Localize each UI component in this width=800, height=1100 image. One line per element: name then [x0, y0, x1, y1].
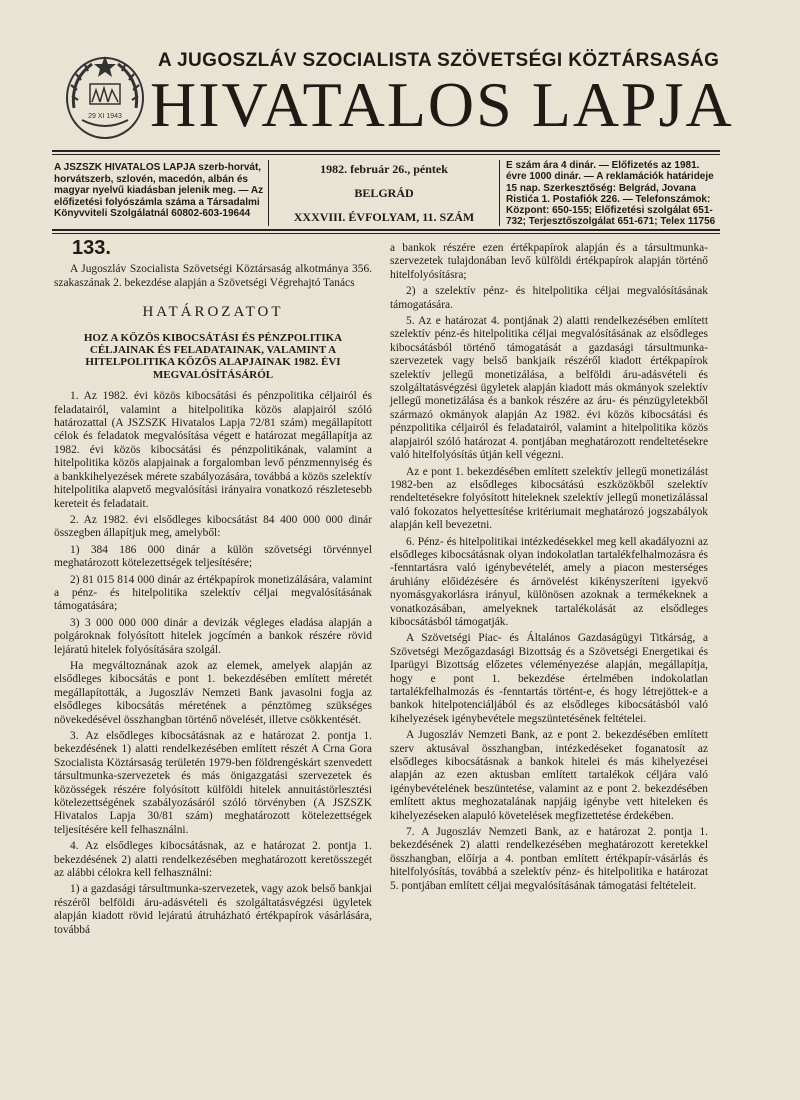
- column-divider: [499, 160, 500, 226]
- article-intro: A Jugoszláv Szocialista Szövetségi Köztársaság alkotmánya 356. szakaszának 2. bekezdése alapján a Szövetségi Végrehajtó Tanács: [54, 263, 372, 289]
- article-number: 133.: [72, 237, 111, 259]
- left-column: [54, 237, 372, 940]
- emblem-date: 29 XI 1943: [88, 113, 122, 120]
- paragraph: 2) 81 015 814 000 dinár az értékpapírok monetizálására, valamint a pénz- és hitelpolitika szelektív céljai megvalósításának támogatására;: [54, 573, 372, 613]
- masthead-rule: [52, 150, 720, 152]
- issue-date: 1982. február 26., péntek: [320, 162, 448, 176]
- publication-info: A JSZSZK HIVATALOS LAPJA szerb-horvát, horvátszerb, szlovén, macedón, albán és magyar nyelvű kiadásban jelenik meg. — Az előfizetési folyószámla száma a Társadalmi Könyvviteli Szolgálatnál 60802-603-19644: [54, 162, 264, 219]
- issue-place: BELGRÁD: [354, 186, 414, 200]
- paragraph: 7. A Jugoszláv Nemzeti Bank, az e határozat 2. pontja 1. bekezdésének 2) alatti rendelkezésében meghatározott keretekkel összhangban, előírja a 4. pontban említett értékpapír-vásárlás és hitelfolyósítás, továbbá a szelektív pénz- és hitelpolitika e határozat 5. pontjában említett céljai megvalósításának támogatási feltételeit.: [390, 826, 708, 892]
- subscription-info: E szám ára 4 dinár. — Előfizetés az 1981. évre 1000 dinár. — A reklamációk határideje 15 nap. Szerkesztőség: Belgrád, Jovana Ristića 1. Postafiók 226. — Telefonszámok: Központ: 650-155; Előfizetési szolgálat 651-732; Terjesztőszolgálat 651-671; Telex 11756: [506, 160, 716, 228]
- header-bottom-rule-thin: [52, 233, 720, 234]
- column-divider: [268, 160, 269, 226]
- article-heading: HATÁROZATOT: [142, 304, 284, 321]
- masthead-title: HIVATALOS LAPJA: [150, 69, 734, 140]
- paragraph: A Szövetségi Piac- és Általános Gazdaságügyi Titkárság, a Szövetségi Mezőgazdasági Bizottság és a Szövetségi Energetikai és Iparügyi Bizottság előzetes véleményezése alapján, megállapítja, hogy e pont 1. bekezdése értelmében indokolatlan tartalékfelhalmozás és -fenntartás történt-e, és hogy létrejöttek-e a bankok hitelpotenciáljából és az elsődleges kibocsátásból való kihelyezések igénybevétele megszüntetésének feltételei.: [390, 632, 708, 725]
- issue-info: [275, 162, 493, 234]
- paragraph: 5. Az e határozat 4. pontjának 2) alatti rendelkezésében említett szelektív pénz-és hitelpolitika céljai megvalósításának az elsődleges kibocsátásból történő támogatását a gazdasági társultmunka-szervezetek vagy belső bankjaik részéről kiadott értékpapírok szelektív jellegű monetizálása, a belföldi áru-adásvételi és szolgáltatásvégzési ügyletek alapján kiadott más okmányok szelektív jellegű monetizálása és a bankok részére az áru- és pénzügyletekből származó okmányok alapján Az 1982. évi közös kibocsátási és pénzpolitika céljairól és feladatairól, valamint a hitelpolitika közös alapjairól szóló határozat 4. pontjában meghatározott rendeltetésekre való hitelfolyósítás útján kell végezni.: [390, 315, 708, 462]
- paragraph: 1) a gazdasági társultmunka-szervezetek, vagy azok belső bankjai részéről belföldi áru-adásvételi és szolgáltatásvégzési ügyletek alapján kiadott rövid lejáratú átruházható értékpapírok vásárlására, továbbá: [54, 883, 372, 936]
- paragraph: 1) 384 186 000 dinár a külön szövetségi törvénnyel meghatározott kötelezettségek teljesítésére;: [54, 543, 372, 570]
- masthead-supertitle: A JUGOSZLÁV SZOCIALISTA SZÖVETSÉGI KÖZTÁRSASÁG: [158, 50, 720, 71]
- paragraph: 3) 3 000 000 000 dinár a devizák végleges eladása alapján a polgároknak folyósított hitelek jogcímén a bankok részére rövid lejáratú hitelek folyósítására szolgál.: [54, 616, 372, 656]
- right-column: [390, 242, 708, 896]
- article-subtitle: HOZ A KÖZÖS KIBOCSÁTÁSI ÉS PÉNZPOLITIKA CÉLJAINAK ÉS FELADATAINAK, VALAMINT A HITELPOLITIKA KÖZÖS ALAPJAINAK 1982. ÉVI MEGVALÓSÍTÁSÁRÓL: [83, 331, 343, 381]
- paragraph: Az e pont 1. bekezdésében említett szelektív jellegű monetizálást 1982-ben az elsődleges kibocsátású eszközökből szelektív rendeltetésekre folyósított hiteleknek szelektív jellegű monetizálással való fokozatos helyettesítése kritériumait meghatározó jogszabályok alapján kell bevezetni.: [390, 465, 708, 532]
- paragraph: 3. Az elsődleges kibocsátásnak az e határozat 2. pontja 1. bekezdésének 1) alatti rendelkezésében említett részét A Crna Gora Szocialista Köztársaság területén 1979-ben földrengéskárt szenvedett társultmunka-szervezetek és más önigazgatási szervezetek és közösségek részére folyósított külföldi hitelek annuitástörlesztési kötelezettségének szabályozásáról szóló törvényben (A JSZSZK Hivatalos Lapja 30/81 szám) meghatározott kötelezettségek teljesítésére kell felhasználni.: [54, 730, 372, 836]
- issue-volume: XXXVIII. ÉVFOLYAM, 11. SZÁM: [293, 210, 475, 224]
- paragraph: 6. Pénz- és hitelpolitikai intézkedésekkel meg kell akadályozni az elsődleges kibocsátásnak olyan indokolatlan tartalékfelhalmozásra és -fenntartásra való igénybevételét, amely a piacon mesterséges áruhiány előidézésére és árnövelést kikényszeríteni igyekvő nyomásgyakorlásra irányul, különösen azoknak a termékeknek a vonatkozásában, amelyeknek tartalékolását az elsődleges kibocsátásból támogatják.: [390, 535, 708, 628]
- paragraph: A Jugoszláv Nemzeti Bank, az e pont 2. bekezdésében említett szerv aktusával összhangban, intézkedéseket foganatosít az elsődleges kibocsátásnak a bankok hitelei és más kihelyezései alapján az ezen aktusban említett tartalékok céljára való igénybevételének beszüntetése, valamint az e pont 2. bekezdésében említett aktus meghozatalának napjáig igénybe vett hiteleken és kihelyezéseken alapuló követelések megfizettetése érdekében.: [390, 729, 708, 822]
- state-emblem-icon: [62, 50, 148, 142]
- paragraph: 2) a szelektív pénz- és hitelpolitika céljai megvalósításának támogatására.: [390, 285, 708, 311]
- paragraph: 1. Az 1982. évi közös kibocsátási és pénzpolitika céljairól és feladatairól, valamint a hitelpolitika közös alapjairól szóló határozattal (A JSZSZK Hivatalos Lapja 72/81 szám) megállapított célok és feladatok megvalósítása végett e határozat megállapítja az 1982. évi közös kibocsátási és pénzpolitikának, valamint a hitelpolitika közös alapjainak a forgalomban levő pénzmennyiség és a bankkihelyezések mérete szabályozására, továbbá a közös szelektív hitelpolitika alapvető megvalósítási irányaira vonatkozó részletesebb kereteit és feladatait.: [54, 390, 372, 510]
- paragraph: Ha megváltoznának azok az elemek, amelyek alapján az elsődleges kibocsátás e pont 1. bekezdésében említett méretét megállapították, a Jugoszláv Nemzeti Bank javasolni fogja az elsődleges kibocsátás méretének a pénztömeg szükséges növekedésével összhangban történő növelését, illetve csökkentését.: [54, 659, 372, 726]
- paragraph: a bankok részére ezen értékpapírok alapján és a társultmunka-szervezetek tulajdonában levő külföldi értékpapírok alapján történő hitelfolyósításra;: [390, 242, 708, 281]
- paragraph: 2. Az 1982. évi elsődleges kibocsátást 84 400 000 000 dinár összegben állapítjuk meg, amelyből:: [54, 513, 372, 540]
- header-bottom-rule: [52, 229, 720, 231]
- paragraph: 4. Az elsődleges kibocsátásnak, az e határozat 2. pontja 1. bekezdésének 2) alatti rendelkezésében meghatározott keretösszegét az alábbi célokra kell felhasználni:: [54, 840, 372, 880]
- masthead-rule-thin: [52, 154, 720, 155]
